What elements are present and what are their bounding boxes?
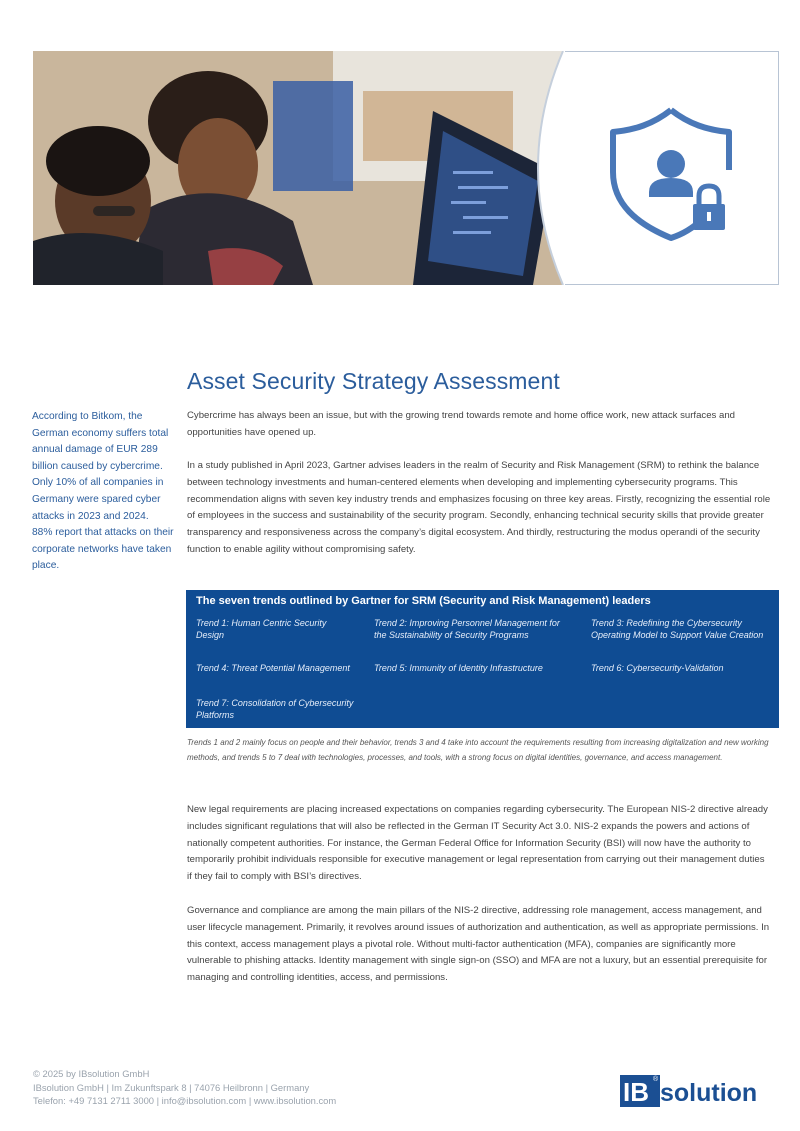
trend-item: Trend 3: Redefining the Cybersecurity Operating Model to Support Value Creation	[591, 618, 764, 640]
office-photo-illustration	[33, 51, 563, 285]
sidebar-facts	[32, 409, 174, 575]
paragraph-governance: Governance and compliance are among the main pillars of the NIS-2 directive, addressing role management, access management, and user lifecycle management. Primarily, it revolves around issues of authorization and authentication, as well as appropriate permissions. In this context, access management plays a pivotal role. Without multi-factor authentication (MFA), companies are significantly more vulnerable to phishing attacks. Identity management with single sign-on (SSO) and MFA are not a luxury, but an essential prerequisite for managing and controlling identities, access, and permissions.	[187, 905, 770, 984]
trend-item: Trend 7: Consolidation of Cybersecurity Platforms	[196, 698, 354, 720]
page-footer	[33, 1067, 336, 1108]
svg-text:solution: solution	[660, 1079, 758, 1107]
paragraph-nis2: New legal requirements are placing increased expectations on companies regarding cybersecurity. The European NIS-2 directive already includes significant regulations that will also be reflected in the German IT Security Act 3.0. NIS-2 expands the powers and actions of nationally competent authorities. For instance, the German Federal Office for Information Security (BSI) will now have the authority to temporarily prohibit individuals responsible for executive management or legal representation from carrying out their management duties if they fail to comply with BSI’s directives.	[187, 804, 768, 883]
footer-address: IBsolution GmbH | Im Zukunftspark 8 | 74076 Heilbronn | Germany	[33, 1081, 310, 1093]
trend-item: Trend 4: Threat Potential Management	[196, 663, 350, 673]
svg-text:®: ®	[653, 1076, 659, 1083]
trend-item: Trend 2: Improving Personnel Management for the Sustainability of Security Programs	[374, 618, 560, 640]
security-icon-panel	[565, 51, 779, 285]
hero-banner	[33, 51, 778, 285]
page-title: Asset Security Strategy Assessment	[187, 368, 560, 394]
ibsolution-logo	[620, 1073, 778, 1109]
trend-item: Trend 1: Human Centric Security Design	[196, 618, 327, 640]
trends-box	[186, 590, 779, 728]
paragraph-intro: Cybercrime has always been an issue, but with the growing trend towards remote and home office work, new attack surfaces and opportunities have opened up.	[187, 410, 736, 438]
sidebar-fact: According to Bitkom, the German economy suffers total annual damage of EUR 289 billion caused by cybercrime.	[32, 411, 169, 472]
sidebar-fact: Only 10% of all companies in Germany were spared cyber attacks in 2023 and 2024.	[32, 477, 164, 522]
footer-contact: Telefon: +49 7131 2711 3000 | info@ibsolution.com | www.ibsolution.com	[33, 1095, 337, 1106]
svg-text:IB: IB	[623, 1077, 649, 1107]
trend-item: Trend 5: Immunity of Identity Infrastructure	[374, 663, 543, 673]
trend-item: Trend 6: Cybersecurity-Validation	[591, 663, 724, 673]
footer-copyright: © 2025 by IBsolution GmbH	[33, 1068, 150, 1079]
trends-caption: Trends 1 and 2 mainly focus on people and their behavior, trends 3 and 4 take into account the requirements resulting from increasing digitalization and new working methods, and trends 5 to 7 deal with technologies, processes, and tools, with a strong focus on digital identities, governance, and access management.	[187, 738, 769, 762]
paragraph-gartner: In a study published in April 2023, Gartner advises leaders in the realm of Security and Risk Management (SRM) to rethink the balance between technology investments and human-centered elements when developing and implementing cybersecurity programs. This recommendation aligns with seven key industry trends and emphasizes focusing on three key areas. Firstly, recognizing the essential role of employees in the success and sustainability of the security program. Secondly, enhancing technical security skills that provide greater transparency and responsiveness across the company’s digital ecosystem. And thirdly, restructuring the modus operandi of the security function to enable agility without compromising safety.	[187, 460, 771, 555]
trends-box-title: The seven trends outlined by Gartner for SRM (Security and Risk Management) leaders	[196, 595, 651, 607]
sidebar-fact: 88% report that attacks on their corporate networks have taken place.	[32, 527, 174, 572]
user-shield-lock-icon	[565, 52, 778, 284]
hero-photo	[33, 51, 563, 285]
